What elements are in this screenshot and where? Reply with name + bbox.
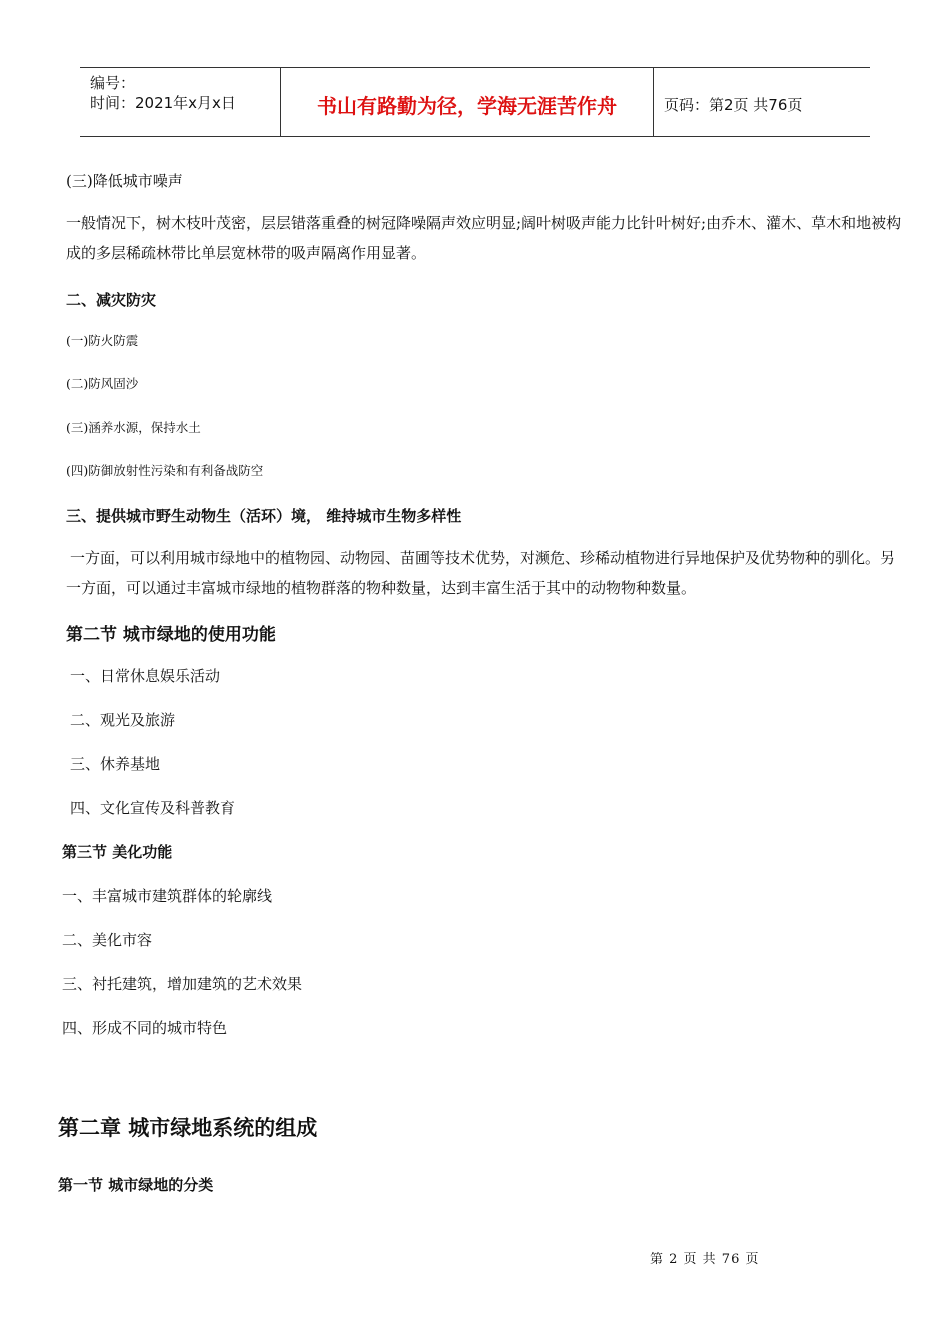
list-item: 二、美化市容 bbox=[62, 931, 153, 949]
list-item: 三、衬托建筑，增加建筑的艺术效果 bbox=[62, 975, 303, 993]
list-item: 一、丰富城市建筑群体的轮廓线 bbox=[62, 887, 273, 905]
list-item: 三、休养基地 bbox=[70, 755, 161, 773]
list-item: (三)涵养水源，保持水土 bbox=[66, 420, 201, 435]
page-header bbox=[80, 67, 870, 137]
header-motto-cell bbox=[281, 68, 654, 136]
date-label: 时间：2021年x月x日 bbox=[90, 94, 236, 112]
list-item: 二、观光及旅游 bbox=[70, 711, 176, 729]
list-item: (四)防御放射性污染和有利备战防空 bbox=[66, 463, 264, 478]
serial-label: 编号： bbox=[90, 74, 136, 92]
list-item: (二)防风固沙 bbox=[66, 376, 139, 391]
motto: 书山有路勤为径，学海无涯苦作舟 bbox=[317, 94, 617, 118]
footer-page-number: 第 2 页 共 76 页 bbox=[650, 1252, 760, 1267]
header-page-cell bbox=[654, 68, 870, 136]
heading-wildlife: 三、提供城市野生动物生（活环）境， 维持城市生物多样性 bbox=[66, 507, 462, 525]
header-left-cell bbox=[80, 68, 281, 136]
list-item: 一、日常休息娱乐活动 bbox=[70, 667, 221, 685]
heading-disaster-prevention: 二、减灾防灾 bbox=[66, 291, 157, 309]
subheading-noise: (三)降低城市噪声 bbox=[66, 172, 183, 190]
section-title: 第一节 城市绿地的分类 bbox=[58, 1176, 214, 1194]
section-title: 第三节 美化功能 bbox=[62, 843, 173, 861]
list-item: 四、文化宣传及科普教育 bbox=[70, 799, 236, 817]
section-title: 第二节 城市绿地的使用功能 bbox=[66, 625, 276, 645]
paragraph-noise: 一般情况下，树木枝叶茂密，层层错落重叠的树冠降噪隔声效应明显;阔叶树吸声能力比针叶树好;由乔木、灌木、草木和地被构成的多层稀疏林带比单层宽林带的吸声隔离作用显著。 bbox=[66, 214, 902, 262]
header-page-number: 页码：第2页 共76页 bbox=[664, 96, 803, 114]
paragraph-wildlife: 一方面，可以利用城市绿地中的植物园、动物园、苗圃等技术优势，对濒危、珍稀动植物进行异地保护及优势物种的驯化。另一方面，可以通过丰富城市绿地的植物群落的物种数量，达到丰富生活于其中的动物物种数量。 bbox=[66, 549, 896, 597]
chapter-title: 第二章 城市绿地系统的组成 bbox=[58, 1116, 318, 1140]
list-item: 四、形成不同的城市特色 bbox=[62, 1019, 228, 1037]
list-item: (一)防火防震 bbox=[66, 333, 139, 348]
